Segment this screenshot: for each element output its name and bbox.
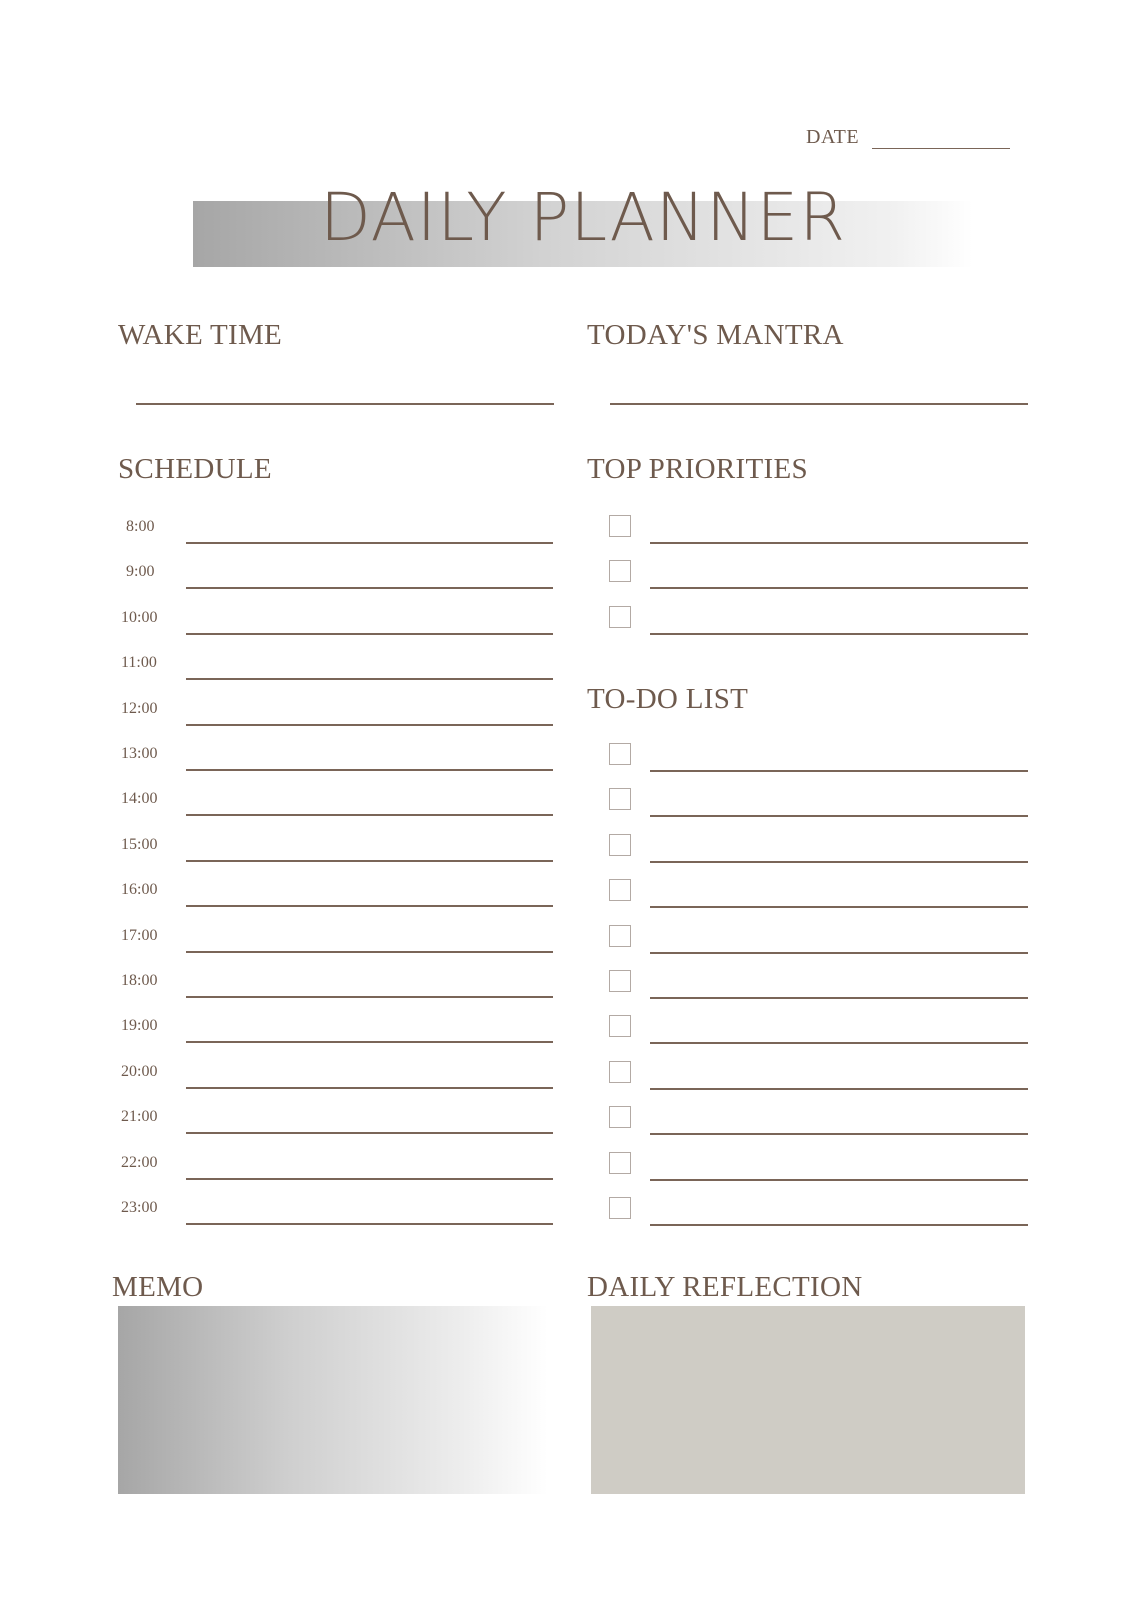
todo-line[interactable] [650, 906, 1028, 908]
priority-line[interactable] [650, 633, 1028, 635]
schedule-line[interactable] [186, 542, 553, 544]
schedule-heading: SCHEDULE [118, 453, 272, 485]
schedule-line[interactable] [186, 1132, 553, 1134]
schedule-time: 10:00 [121, 608, 158, 626]
todo-line[interactable] [650, 815, 1028, 817]
schedule-line[interactable] [186, 860, 553, 862]
priority-checkbox[interactable] [609, 515, 631, 537]
schedule-time: 15:00 [121, 835, 158, 853]
schedule-time: 14:00 [121, 790, 158, 808]
schedule-line[interactable] [186, 724, 553, 726]
schedule-time: 23:00 [121, 1199, 158, 1216]
schedule-time: 13:00 [121, 745, 158, 762]
todo-line[interactable] [650, 1042, 1028, 1044]
priority-checkbox[interactable] [609, 606, 631, 628]
memo-area[interactable] [118, 1306, 548, 1494]
todo-checkbox[interactable] [609, 1106, 631, 1128]
date-field[interactable] [872, 148, 1010, 149]
todo-checkbox[interactable] [609, 925, 631, 947]
schedule-time: 21:00 [121, 1108, 158, 1126]
reflection-heading: DAILY REFLECTION [587, 1271, 863, 1303]
schedule-time: 12:00 [121, 699, 158, 717]
schedule-time: 22:00 [121, 1153, 158, 1171]
reflection-area[interactable] [591, 1306, 1025, 1494]
todo-line[interactable] [650, 1133, 1028, 1135]
memo-heading: MEMO [112, 1271, 204, 1303]
todo-checkbox[interactable] [609, 743, 631, 765]
schedule-time: 8:00 [126, 518, 155, 535]
todo-checkbox[interactable] [609, 1152, 631, 1174]
schedule-line[interactable] [186, 769, 553, 771]
priority-line[interactable] [650, 542, 1028, 544]
schedule-line[interactable] [186, 814, 553, 816]
page-title: DAILY PLANNER [319, 179, 847, 256]
todo-line[interactable] [650, 770, 1028, 772]
todo-checkbox[interactable] [609, 1015, 631, 1037]
schedule-line[interactable] [186, 1178, 553, 1180]
schedule-time: 18:00 [121, 972, 158, 989]
todo-line[interactable] [650, 952, 1028, 954]
date-label: DATE [806, 126, 860, 148]
todo-checkbox[interactable] [609, 970, 631, 992]
todo-checkbox[interactable] [609, 879, 631, 901]
todo-line[interactable] [650, 1224, 1028, 1226]
todo-line[interactable] [650, 1088, 1028, 1090]
schedule-line[interactable] [186, 1041, 553, 1043]
todo-checkbox[interactable] [609, 834, 631, 856]
todo-heading: TO-DO LIST [587, 683, 749, 715]
schedule-time: 9:00 [126, 563, 155, 581]
schedule-line[interactable] [186, 587, 553, 589]
todo-line[interactable] [650, 1179, 1028, 1181]
todo-checkbox[interactable] [609, 1061, 631, 1083]
mantra-heading: TODAY'S MANTRA [587, 319, 844, 351]
schedule-time: 11:00 [121, 654, 157, 672]
todo-line[interactable] [650, 997, 1028, 999]
schedule-time: 16:00 [121, 881, 158, 899]
wake-time-field[interactable] [136, 403, 554, 405]
wake-time-heading: WAKE TIME [118, 319, 283, 351]
schedule-line[interactable] [186, 1223, 553, 1225]
schedule-time: 19:00 [121, 1017, 158, 1035]
todo-line[interactable] [650, 861, 1028, 863]
schedule-line[interactable] [186, 996, 553, 998]
priority-line[interactable] [650, 587, 1028, 589]
todo-checkbox[interactable] [609, 788, 631, 810]
priorities-heading: TOP PRIORITIES [587, 453, 808, 485]
schedule-line[interactable] [186, 678, 553, 680]
schedule-line[interactable] [186, 951, 553, 953]
schedule-line[interactable] [186, 633, 553, 635]
schedule-line[interactable] [186, 1087, 553, 1089]
schedule-line[interactable] [186, 905, 553, 907]
schedule-time: 17:00 [121, 926, 158, 944]
mantra-field[interactable] [610, 403, 1028, 405]
schedule-time: 20:00 [121, 1062, 158, 1080]
todo-checkbox[interactable] [609, 1197, 631, 1219]
priority-checkbox[interactable] [609, 560, 631, 582]
